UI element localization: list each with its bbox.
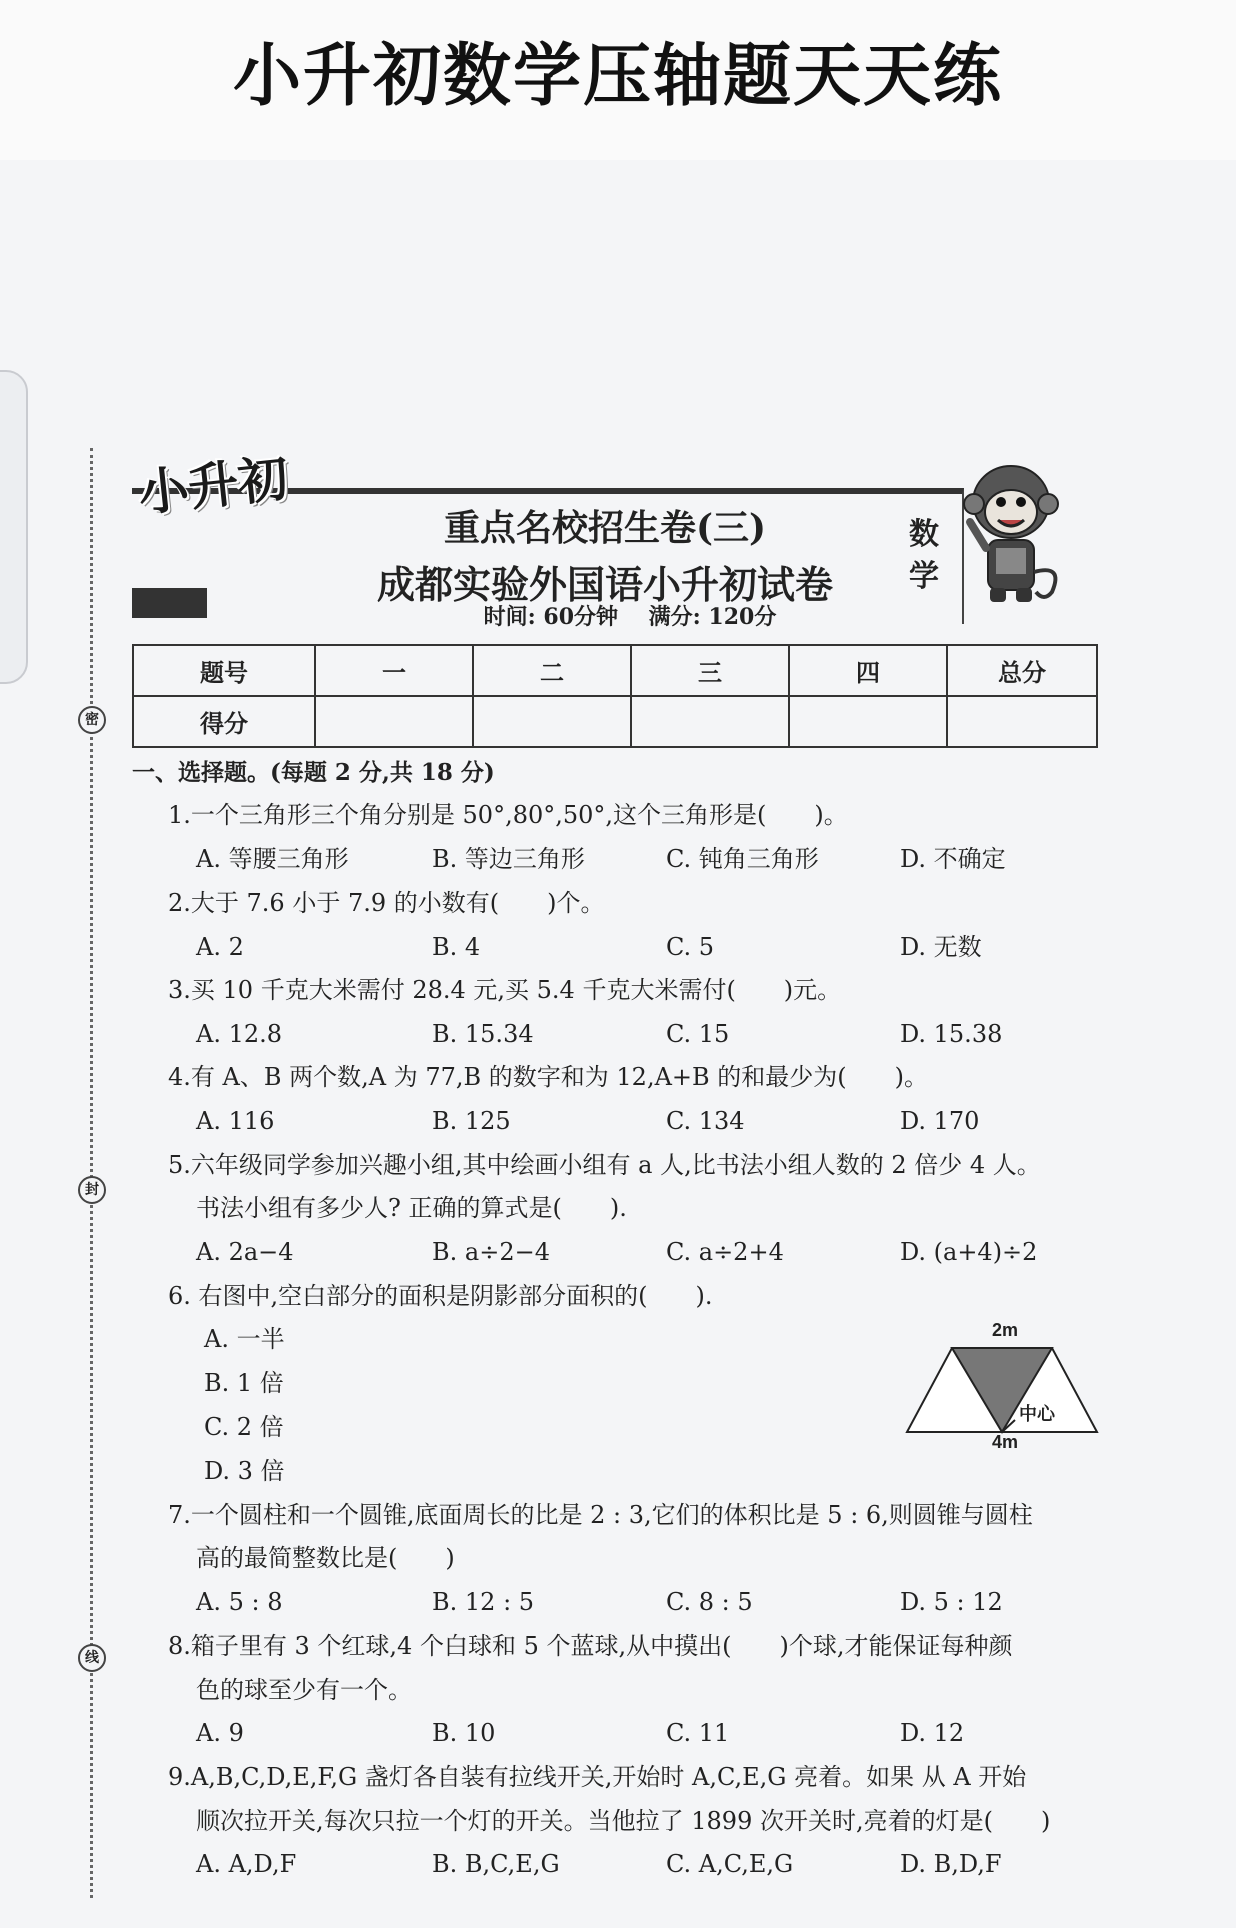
exam-subtitle: 成都实验外国语小升初试卷 [376, 562, 833, 607]
question-stem: 3.买 10 千克大米需付 28.4 元,买 5.4 千克大米需付( )元。 [168, 976, 842, 1004]
option-d: D. 无数 [900, 933, 982, 961]
option-d: D. (a+4)÷2 [900, 1238, 1038, 1266]
option-b: B. 等边三角形 [432, 845, 585, 873]
option-c: C. a÷2+4 [666, 1238, 784, 1266]
score-cell[interactable] [789, 696, 947, 747]
score-table-header: 一 [315, 645, 473, 696]
option-b: B. 10 [432, 1719, 496, 1747]
score-table [132, 644, 1098, 748]
question-stem: 1.一个三角形三个角分别是 50°,80°,50°,这个三角形是( )。 [168, 801, 848, 829]
option-a: A. 12.8 [196, 1020, 283, 1048]
score-table-header: 题号 [133, 645, 315, 696]
option-c: C. 11 [666, 1719, 730, 1747]
banner-title: 小升初数学压轴题天天练 [232, 36, 1003, 116]
binding-mark-seal: 密 [78, 706, 106, 734]
option-b: B. 4 [432, 933, 481, 961]
subject-label [904, 514, 944, 598]
score-table-row [133, 696, 1097, 747]
trapezoid-figure [905, 1320, 1105, 1460]
option-c: C. 5 [666, 933, 715, 961]
page-banner [0, 0, 1236, 160]
question-stem: 6. 右图中,空白部分的面积是阴影部分面积的( ). [168, 1282, 713, 1310]
question-stem: 5.六年级同学参加兴趣小组,其中绘画小组有 a 人,比书法小组人数的 2 倍少 4 人。 [168, 1151, 1041, 1179]
option-c: C. A,C,E,G [666, 1850, 794, 1878]
exam-full-score: 满分: 120分 [648, 604, 777, 630]
option-d: D. 12 [900, 1719, 965, 1747]
binding-line [90, 448, 93, 1898]
option-a: A. 2 [196, 933, 244, 961]
option-d: D. 15.38 [900, 1020, 1003, 1048]
question-stem: 9.A,B,C,D,E,F,G 盏灯各自装有拉线开关,开始时 A,C,E,G 亮着。如果 从 A 开始 [168, 1763, 1027, 1791]
question-stem: 4.有 A、B 两个数,A 为 77,B 的数字和为 12,A+B 的和最少为( )。 [168, 1063, 929, 1091]
question-stem-cont: 色的球至少有一个。 [196, 1676, 412, 1704]
exam-meta [420, 600, 840, 631]
option-a: A. 116 [196, 1107, 275, 1135]
score-table-header: 四 [789, 645, 947, 696]
figure-label-top: 2m [992, 1320, 1019, 1340]
option-b: B. B,C,E,G [432, 1850, 560, 1878]
option-a: A. 一半 [204, 1325, 285, 1353]
option-c: C. 15 [666, 1020, 730, 1048]
option-b: B. a÷2−4 [432, 1238, 550, 1266]
score-cell[interactable] [947, 696, 1097, 747]
question-stem-cont: 书法小组有多少人? 正确的算式是( ). [196, 1194, 627, 1222]
question-stem: 8.箱子里有 3 个红球,4 个白球和 5 个蓝球,从中摸出( )个球,才能保证每种颜 [168, 1632, 1013, 1660]
option-a: A. 9 [196, 1719, 244, 1747]
subject-char: 学 [909, 559, 939, 594]
score-table-header: 三 [631, 645, 789, 696]
question-stem: 7.一个圆柱和一个圆锥,底面周长的比是 2 : 3,它们的体积比是 5 : 6,则圆锥与圆柱 [168, 1501, 1033, 1529]
question-stem-cont: 顺次拉开关,每次只拉一个灯的开关。当他拉了 1899 次开关时,亮着的灯是( ) [196, 1807, 1051, 1835]
option-a: A. A,D,F [196, 1850, 297, 1878]
score-row-label: 得分 [133, 696, 315, 747]
score-table-header: 二 [473, 645, 631, 696]
score-cell[interactable] [315, 696, 473, 747]
monkey-mascot-icon [956, 452, 1066, 612]
option-a: A. 5 : 8 [196, 1588, 283, 1616]
exam-title: 重点名校招生卷(三) [443, 507, 767, 549]
option-c: C. 钝角三角形 [666, 845, 819, 873]
score-cell[interactable] [631, 696, 789, 747]
option-c: C. 2 倍 [204, 1413, 284, 1441]
option-a: A. 2a−4 [196, 1238, 294, 1266]
option-b: B. 125 [432, 1107, 511, 1135]
score-table-header-row [133, 645, 1097, 696]
option-d: D. 5 : 12 [900, 1588, 1003, 1616]
score-cell[interactable] [473, 696, 631, 747]
series-logo: 小升初 [135, 449, 292, 523]
exam-time: 时间: 60分钟 [483, 604, 619, 630]
option-d: D. 170 [900, 1107, 980, 1135]
option-c: C. 8 : 5 [666, 1588, 753, 1616]
option-d: D. 不确定 [900, 845, 1006, 873]
option-a: A. 等腰三角形 [196, 845, 349, 873]
question-stem: 2.大于 7.6 小于 7.9 的小数有( )个。 [168, 889, 605, 917]
side-tab[interactable] [0, 370, 28, 684]
section-title: 一、选择题。(每题 2 分,共 18 分) [132, 759, 495, 786]
question-stem-cont: 高的最简整数比是( ) [196, 1544, 455, 1572]
binding-mark-line: 线 [78, 1644, 106, 1672]
option-b: B. 15.34 [432, 1020, 534, 1048]
option-b: B. 12 : 5 [432, 1588, 535, 1616]
option-d: D. B,D,F [900, 1850, 1002, 1878]
figure-label-center: 中心 [1019, 1404, 1055, 1424]
exam-paper [0, 160, 1236, 1928]
header-accent-bar [132, 588, 207, 618]
option-d: D. 3 倍 [204, 1457, 285, 1485]
figure-label-bottom: 4m [992, 1432, 1019, 1452]
score-table-header: 总分 [947, 645, 1097, 696]
binding-mark-close: 封 [78, 1176, 106, 1204]
option-b: B. 1 倍 [204, 1369, 284, 1397]
subject-char: 数 [909, 517, 939, 552]
option-c: C. 134 [666, 1107, 745, 1135]
